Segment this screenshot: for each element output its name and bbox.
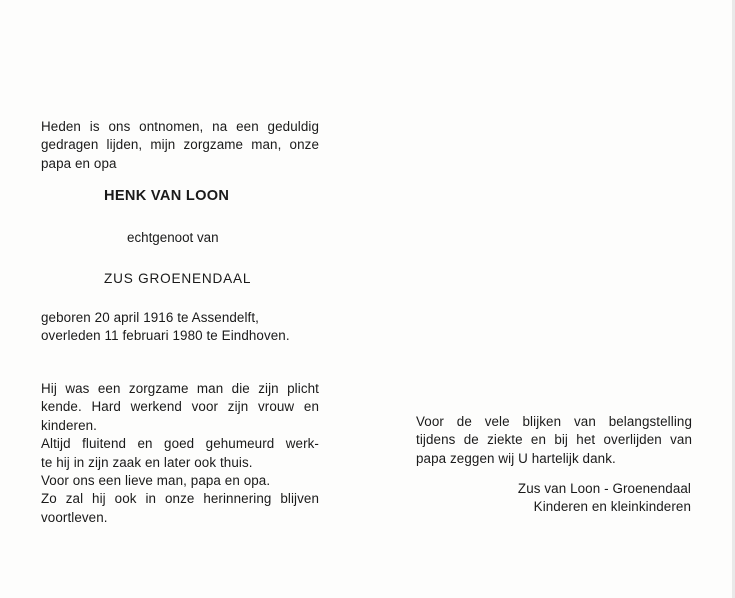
intro-line: gedragen lijden, mijn zorgzame man, onze: [41, 137, 319, 153]
tribute-line: voortleven.: [41, 509, 108, 525]
signature-block: [518, 480, 691, 517]
tribute-line: te hij in zijn zaak en later ook thuis.: [41, 454, 253, 470]
spouse-name: ZUS GROENENDAAL: [104, 271, 252, 286]
thanks-line: papa zeggen wij U hartelijk dank.: [416, 450, 616, 466]
birth-line: geboren 20 april 1916 te Assendelft,: [41, 310, 260, 325]
death-line: overleden 11 februari 1980 te Eindhoven.: [41, 328, 290, 344]
spouse-label: echtgenoot van: [127, 230, 219, 245]
tribute-line: kende. Hard werkend voor zijn vrouw en: [41, 399, 319, 415]
thanks-paragraph: [416, 413, 706, 468]
tribute-line: Altijd fluitend en goed gehumeurd werk-: [41, 436, 319, 452]
signature-line: Zus van Loon - Groenendaal: [517, 481, 691, 496]
tribute-line: kinderen.: [41, 417, 97, 433]
thanks-line: Voor de vele blijken van belangstelling: [416, 414, 692, 429]
tribute-line: Hij was een zorgzame man die zijn plicht: [41, 381, 319, 396]
intro-line: Heden is ons ontnomen, na een geduldig: [41, 119, 319, 134]
tribute-line: Voor ons een lieve man, papa en opa.: [41, 473, 271, 489]
dates-block: [41, 309, 331, 346]
intro-paragraph: [41, 118, 341, 173]
signature-line: Kinderen en kleinkinderen: [533, 499, 691, 515]
intro-line: papa en opa: [41, 155, 117, 171]
deceased-name: HENK VAN LOON: [104, 188, 230, 204]
tribute-line: Zo zal hij ook in onze herinnering blijven: [41, 491, 319, 507]
tribute-paragraph: [41, 380, 341, 527]
thanks-line: tijdens de ziekte en bij het overlijden van: [416, 432, 692, 448]
